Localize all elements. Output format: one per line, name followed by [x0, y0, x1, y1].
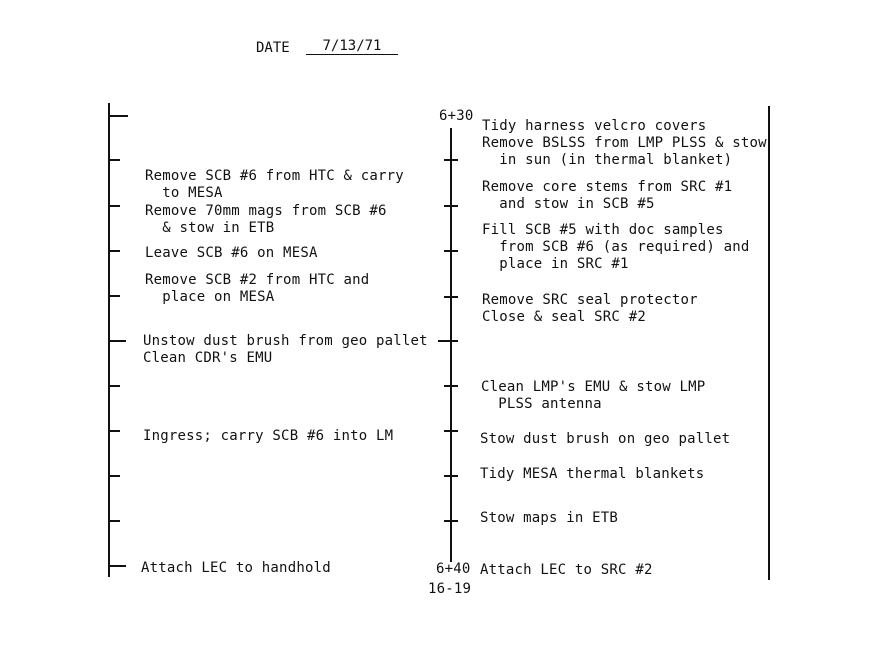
right-border-line [768, 106, 770, 580]
lmp-task: Tidy MESA thermal blankets [480, 466, 705, 482]
left-tick [108, 295, 120, 297]
lmp-task: Remove SRC seal protector Close & seal SRC #2 [482, 292, 698, 325]
cdr-task: Ingress; carry SCB #6 into LM [143, 428, 394, 444]
left-tick [108, 520, 120, 522]
cdr-task: Unstow dust brush from geo pallet Clean CDR's EMU [143, 333, 428, 366]
center-tick [444, 296, 458, 298]
center-timeline-axis [450, 128, 452, 562]
start-time-label: 6+30 [439, 108, 474, 124]
end-time-label: 6+40 [436, 561, 471, 577]
left-tick [108, 340, 126, 342]
left-tick [108, 475, 120, 477]
center-tick [444, 205, 458, 207]
date-value: 7/13/71 [306, 38, 398, 55]
lmp-task: Stow dust brush on geo pallet [480, 431, 731, 447]
left-tick [108, 205, 120, 207]
date-label: DATE [256, 40, 290, 56]
lmp-task: Remove core stems from SRC #1 and stow in SCB #5 [482, 179, 733, 212]
left-tick [108, 430, 120, 432]
center-tick [438, 340, 458, 342]
lmp-task: Stow maps in ETB [480, 510, 619, 526]
lmp-task: Attach LEC to SRC #2 [480, 562, 653, 578]
left-tick [108, 385, 120, 387]
center-tick [444, 520, 458, 522]
page-number: 16-19 [428, 581, 472, 597]
left-tick [108, 115, 128, 117]
center-tick [444, 475, 458, 477]
cdr-task: Remove SCB #6 from HTC & carry to MESA [145, 168, 404, 201]
cdr-task: Remove 70mm mags from SCB #6 & stow in ETB [145, 203, 387, 236]
left-tick [108, 565, 126, 567]
cdr-task: Attach LEC to handhold [141, 560, 331, 576]
cdr-task: Leave SCB #6 on MESA [145, 245, 318, 261]
cdr-task: Remove SCB #2 from HTC and place on MESA [145, 272, 370, 305]
center-tick [444, 159, 458, 161]
lmp-task: Fill SCB #5 with doc samples from SCB #6 (as required) and place in SRC #1 [482, 222, 750, 272]
center-tick [444, 385, 458, 387]
center-tick [444, 250, 458, 252]
left-tick [108, 159, 120, 161]
left-tick [108, 250, 120, 252]
lmp-task: Clean LMP's EMU & stow LMP PLSS antenna [481, 379, 706, 412]
center-tick [444, 430, 458, 432]
lmp-task: Tidy harness velcro covers Remove BSLSS from LMP PLSS & stow in sun (in thermal blanket) [482, 118, 767, 168]
